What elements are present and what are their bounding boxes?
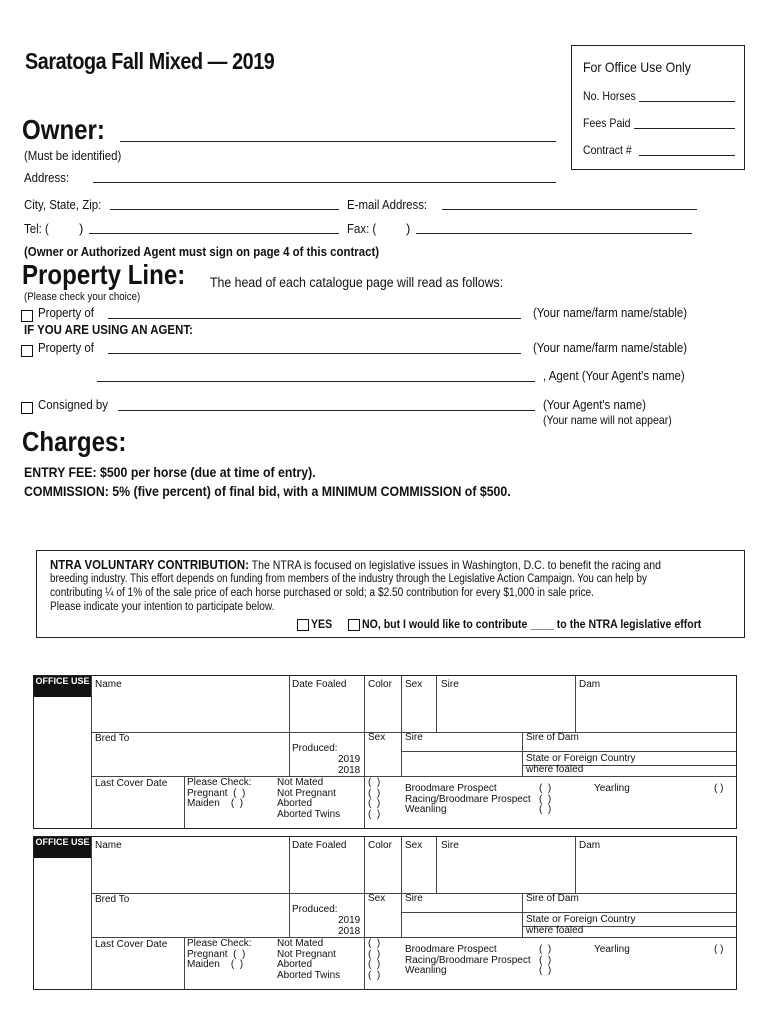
ntra-line4: Please indicate your intention to participate below.: [50, 601, 275, 613]
ntra-line3: contributing ¼ of 1% of the sale price of each horse purchased or sold; a $2.50 contribution for every $1,000 in sale price.: [50, 587, 595, 599]
mated-status: Not Mated Not Pregnant Aborted Aborted Twins: [277, 938, 341, 981]
bred-to-label: Bred To: [95, 894, 130, 905]
mated-checkboxes[interactable]: ( ) ( ) ( ) ( ): [368, 777, 381, 820]
no-horses-field[interactable]: [639, 101, 735, 102]
owner-heading: Owner:: [22, 114, 105, 145]
ntra-no-label: NO, but I would like to contribute ____ to the NTRA legislative effort: [362, 617, 702, 631]
prospect-checkboxes[interactable]: ( ) ( ) ( ): [539, 944, 552, 976]
sex-label: Sex: [405, 679, 423, 690]
sire-label: Sire: [441, 840, 459, 851]
consigned-by-hint2: (Your name will not appear): [543, 413, 672, 427]
ntra-line1-text: The NTRA is focused on legislative issues in Washington, D.C. to benefit the racing and: [251, 558, 661, 572]
ntra-box: [36, 550, 745, 638]
prospects: Broodmare Prospect Racing/Broodmare Prospect Weanling: [405, 783, 531, 815]
page-title: Saratoga Fall Mixed — 2019: [25, 48, 275, 74]
date-foaled-label: Date Foaled: [292, 840, 347, 851]
fax-close: ): [406, 221, 411, 236]
consigned-by-checkbox[interactable]: [21, 402, 33, 414]
date-foaled-label: Date Foaled: [292, 679, 347, 690]
last-cover-label: Last Cover Date: [95, 778, 168, 789]
office-use-tag: OFFICE USE: [34, 837, 91, 858]
bred-to-label: Bred To: [95, 733, 130, 744]
ntra-yes-label: YES: [311, 617, 333, 631]
year-2018: 2018: [338, 926, 361, 937]
color-label: Color: [368, 679, 392, 690]
horse-entry-form-2: [33, 836, 737, 990]
yearling-label: Yearling: [594, 783, 630, 794]
color-label: Color: [368, 840, 392, 851]
consigned-by-hint: (Your Agent's name): [543, 397, 646, 412]
last-cover-label: Last Cover Date: [95, 939, 168, 950]
address-label: Address:: [24, 170, 70, 185]
sire2-label: Sire: [405, 732, 423, 743]
no-horses-label: No. Horses: [583, 89, 636, 103]
sex2-label: Sex: [368, 732, 386, 743]
agent-name-hint: , Agent (Your Agent's name): [543, 368, 685, 383]
ntra-yes-checkbox[interactable]: [297, 619, 309, 631]
charges-heading: Charges:: [22, 426, 127, 457]
property-of-checkbox[interactable]: [21, 310, 33, 322]
entry-fee-text: ENTRY FEE: $500 per horse (due at time of entry).: [24, 464, 316, 480]
dam-label: Dam: [579, 679, 601, 690]
sex-label: Sex: [405, 840, 423, 851]
consigned-by-label: Consigned by: [38, 397, 108, 412]
fees-paid-label: Fees Paid: [583, 116, 631, 130]
agent-name-field[interactable]: [97, 381, 535, 382]
property-of-agent-hint: (Your name/farm name/stable): [533, 340, 688, 355]
please-check: Please Check: Pregnant ( ) Maiden ( ): [187, 938, 252, 970]
sign-note: (Owner or Authorized Agent must sign on page 4 of this contract): [24, 244, 380, 259]
ntra-lead: NTRA VOLUNTARY CONTRIBUTION:: [50, 557, 249, 572]
produced-label: Produced:: [292, 743, 338, 754]
name-label: Name: [95, 840, 122, 851]
contract-label: Contract #: [583, 143, 632, 157]
office-use-tag: OFFICE USE: [34, 676, 91, 697]
email-field[interactable]: [442, 209, 697, 210]
property-of-agent-label: Property of: [38, 340, 94, 355]
tel-close: ): [79, 221, 84, 236]
sire-of-dam-label: Sire of Dam: [526, 893, 579, 904]
commission-text: COMMISSION: 5% (five percent) of final bid, with a MINIMUM COMMISSION of $500.: [24, 483, 511, 499]
owner-note: (Must be identified): [24, 148, 122, 163]
state-label: State or Foreign Country where foaled: [526, 753, 636, 775]
please-check: Please Check: Pregnant ( ) Maiden ( ): [187, 777, 252, 809]
sire-label: Sire: [441, 679, 459, 690]
property-line-heading: Property Line:: [22, 259, 186, 290]
yearling-label: Yearling: [594, 944, 630, 955]
mated-checkboxes[interactable]: ( ) ( ) ( ) ( ): [368, 938, 381, 981]
yearling-checkbox[interactable]: ( ): [714, 783, 724, 794]
check-note: (Please check your choice): [24, 291, 141, 303]
yearling-checkbox[interactable]: ( ): [714, 944, 724, 955]
property-of-label: Property of: [38, 305, 94, 320]
tel-field[interactable]: [89, 233, 339, 234]
property-subtitle: The head of each catalogue page will read as follows:: [210, 274, 504, 290]
fax-field[interactable]: [416, 233, 692, 234]
ntra-line2: breeding industry. This effort depends on funding from members of the industry through the Legislative Action Campaign. You can help by: [50, 573, 647, 585]
produced-label: Produced:: [292, 904, 338, 915]
contract-field[interactable]: [639, 155, 735, 156]
city-field[interactable]: [110, 209, 339, 210]
office-heading: For Office Use Only: [583, 59, 691, 75]
mated-status: Not Mated Not Pregnant Aborted Aborted Twins: [277, 777, 341, 820]
year-2019: 2019: [338, 915, 361, 926]
dam-label: Dam: [579, 840, 601, 851]
horse-entry-form-1: [33, 675, 737, 829]
owner-name-field[interactable]: [120, 141, 556, 142]
property-of-field[interactable]: [108, 318, 521, 319]
ntra-no-checkbox[interactable]: [348, 619, 360, 631]
fees-paid-field[interactable]: [634, 128, 735, 129]
city-label: City, State, Zip:: [24, 197, 102, 212]
year-2019: 2019: [338, 754, 361, 765]
address-field[interactable]: [93, 182, 556, 183]
prospect-checkboxes[interactable]: ( ) ( ) ( ): [539, 783, 552, 815]
agent-heading: IF YOU ARE USING AN AGENT:: [24, 322, 193, 337]
property-of-agent-checkbox[interactable]: [21, 345, 33, 357]
tel-label: Tel: (: [24, 221, 49, 236]
name-label: Name: [95, 679, 122, 690]
sex2-label: Sex: [368, 893, 386, 904]
property-of-hint: (Your name/farm name/stable): [533, 305, 688, 320]
consigned-by-field[interactable]: [118, 410, 535, 411]
property-of-agent-field[interactable]: [108, 353, 521, 354]
prospects: Broodmare Prospect Racing/Broodmare Prospect Weanling: [405, 944, 531, 976]
ntra-line1: [50, 557, 719, 572]
state-label: State or Foreign Country where foaled: [526, 914, 636, 936]
sire2-label: Sire: [405, 893, 423, 904]
sire-of-dam-label: Sire of Dam: [526, 732, 579, 743]
office-use-box: [571, 45, 745, 170]
fax-label: Fax: (: [347, 221, 377, 236]
year-2018: 2018: [338, 765, 361, 776]
email-label: E-mail Address:: [347, 197, 428, 212]
